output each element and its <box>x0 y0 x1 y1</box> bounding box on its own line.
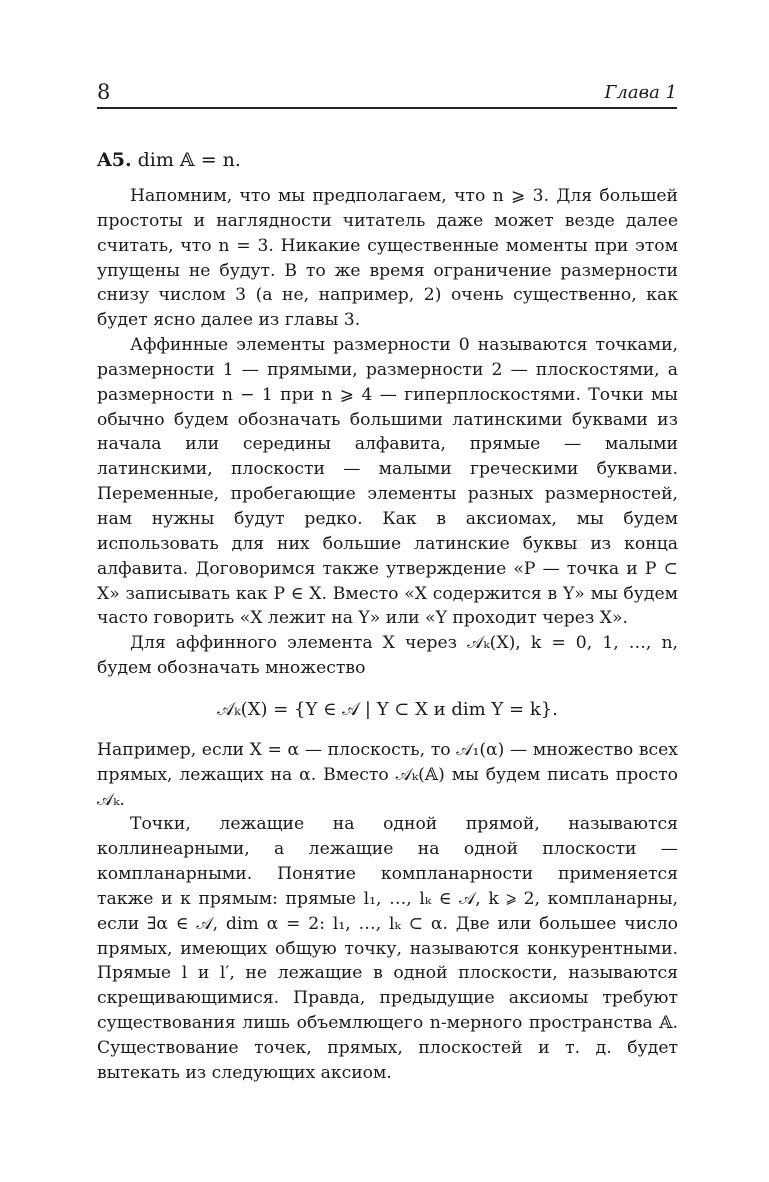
running-header <box>97 80 677 109</box>
paragraph-affine-elements: Аффинные элементы размерности 0 называются точками, размерности 1 — прямыми, размерности 2 — плоскостями, а размерности n − 1 при n ⩾ 4 — гиперплоскостями. Точки мы обычно будем обозначать большими латинскими буквами из начала или середины алфавита, прямые — малыми латинскими, плоскости — малыми греческими буквами. Переменные, пробегающие элементы разных размерностей, нам нужны будут редко. Как в аксиомах, мы будем использовать для них большие латинские буквы из конца алфавита. Договоримся также утверждение «P — точка и P ⊂ X» записывать как P ∈ X. Вместо «X содержится в Y» мы будем часто говорить «X лежит на Y» или «Y проходит через X». <box>97 335 678 629</box>
paragraph-dimension: Напомним, что мы предполагаем, что n ⩾ 3. Для большей простоты и наглядности читатель даже может везде далее считать, что n = 3. Никакие существенные моменты при этом упущены не будут. В то же время ограничение размерности снизу числом 3 (а не, например, 2) очень существенно, как будет ясно далее из главы 3. <box>97 186 678 331</box>
axiom-a5 <box>97 149 241 171</box>
paragraph-collinear: Точки, лежащие на одной прямой, называются коллинеарными, а лежащие на одной плоскости — компланарными. Понятие компланарности применяется также и к прямым: прямые l₁, …, lₖ ∈ 𝒜, k ⩾ 2, компланарны, если ∃α ∈ 𝒜, dim α = 2: l₁, …, lₖ ⊂ α. Две или большее число прямых, имеющих общую точку, называются конкурентными. Прямые l и l′, не лежащие в одной плоскости, называются скрещивающимися. Правда, предыдущие аксиомы требуют существования лишь объемлющего n-мерного пространства 𝔸. Существование точек, прямых, плоскостей и т. д. будет вытекать из следующих аксиом. <box>97 814 678 1083</box>
display-equation: 𝒜ₖ(X) = {Y ∈ 𝒜 | Y ⊂ X и dim Y = k}. <box>217 698 558 720</box>
page-number: 8 <box>97 80 111 104</box>
chapter-title: Глава 1 <box>604 82 677 103</box>
axiom-statement: dim 𝔸 = n. <box>137 149 241 171</box>
axiom-label: A5. <box>97 149 132 171</box>
paragraph-example: Например, если X = α — плоскость, то 𝒜₁(α) — множество всех прямых, лежащих на α. Вместо 𝒜ₖ(𝔸) мы будем писать просто 𝒜ₖ. <box>97 739 678 810</box>
paragraph-set-definition: Для аффинного элемента X через 𝒜ₖ(X), k = 0, 1, …, n, будем обозначать множество <box>97 633 678 679</box>
body-text <box>97 184 678 1086</box>
